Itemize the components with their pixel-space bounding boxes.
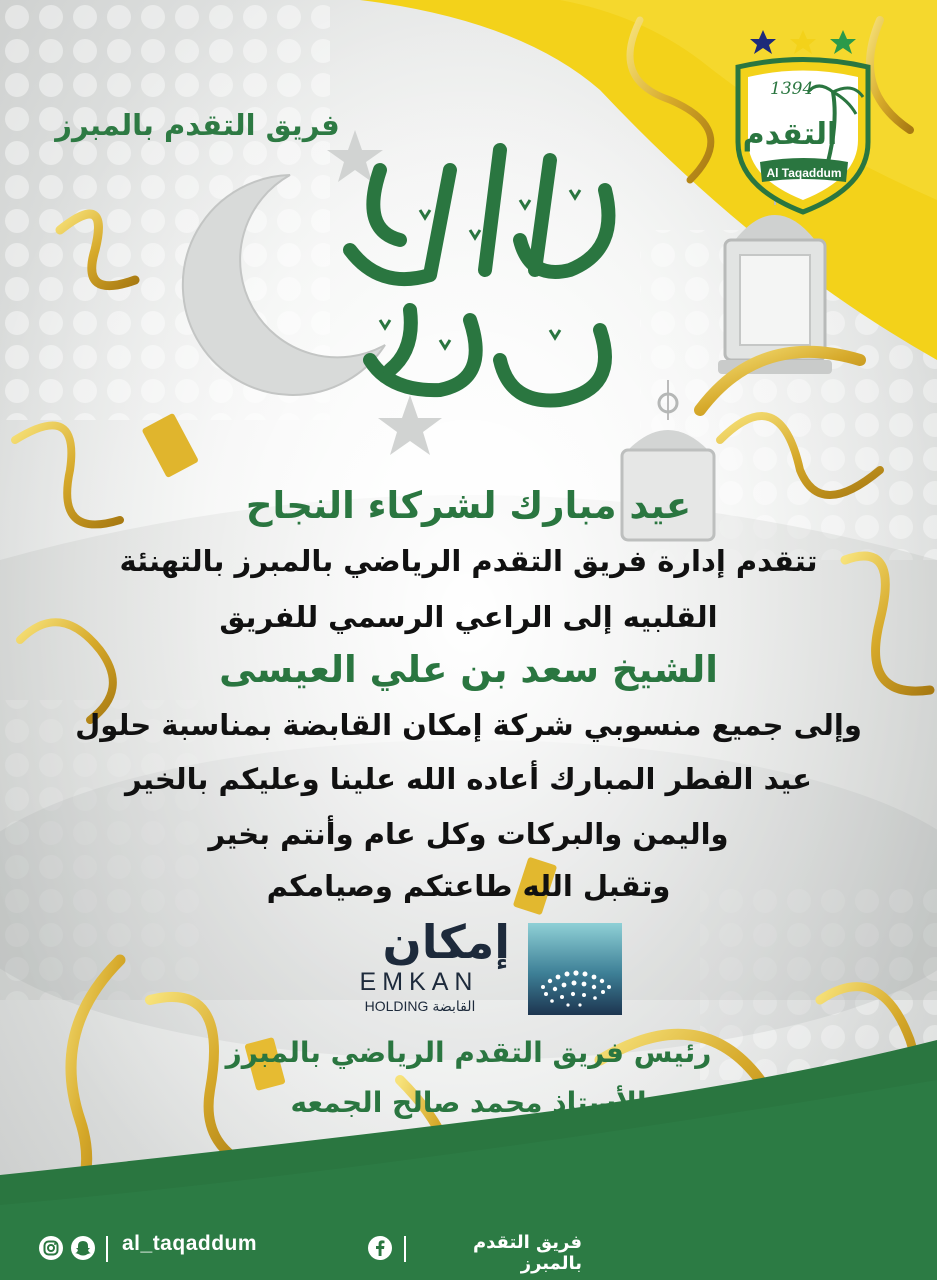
sponsor-english-name: EMKAN [359,968,479,996]
eid-mubarak-calligraphy [320,130,640,430]
team-title: فريق التقدم بالمبرز [55,108,340,142]
signature-name: الأستاذ محمد صالح الجمعه [290,1086,647,1119]
footer-separator [404,1236,406,1262]
social-handle[interactable]: al_taqaddum [122,1232,258,1255]
headline: عيد مبارك لشركاء النجاح [245,484,692,527]
sheikh-name: الشيخ سعد بن علي العيسى [219,648,718,691]
facebook-icon[interactable] [367,1235,393,1261]
message-line-7: واليمن والبركات وكل عام وأنتم بخير [208,817,729,851]
sponsor-arabic-name: إمكان [382,915,510,969]
message-line-6: عيد الفطر المبارك أعاده الله علينا وعليكم بالخير [124,762,812,796]
logo-arabic-name: التقدم [742,117,838,152]
signature-title: رئيس فريق التقدم الرياضي بالمبرز [225,1036,712,1069]
instagram-icon[interactable] [38,1235,64,1261]
message-line-2: تتقدم إدارة فريق التقدم الرياضي بالمبرز بالتهنئة [119,544,818,578]
sponsor-subtitle [330,998,510,1015]
facebook-page-name[interactable]: فريق التقدم بالمبرز [472,1232,582,1274]
logo-english-name: Al Taqaddum [766,166,842,180]
emkan-logo-mark [528,923,622,1015]
snapchat-icon[interactable] [70,1235,96,1261]
message-line-8: وتقبل الله طاعتكم وصيامكم [266,869,671,903]
footer-separator [106,1236,108,1262]
logo-year: 1394 [770,79,814,99]
message-line-5: وإلى جميع منسوبي شركة إمكان القابضة بمناسبة حلول [75,708,862,742]
sponsor-sub-arabic: القابضة [432,998,476,1014]
team-logo [728,22,878,217]
message-line-3: القلبيه إلى الراعي الرسمي للفريق [219,600,718,634]
sponsor-sub-english: HOLDING [364,998,429,1014]
calligraphy-text: عيدك مبارك [477,425,483,426]
